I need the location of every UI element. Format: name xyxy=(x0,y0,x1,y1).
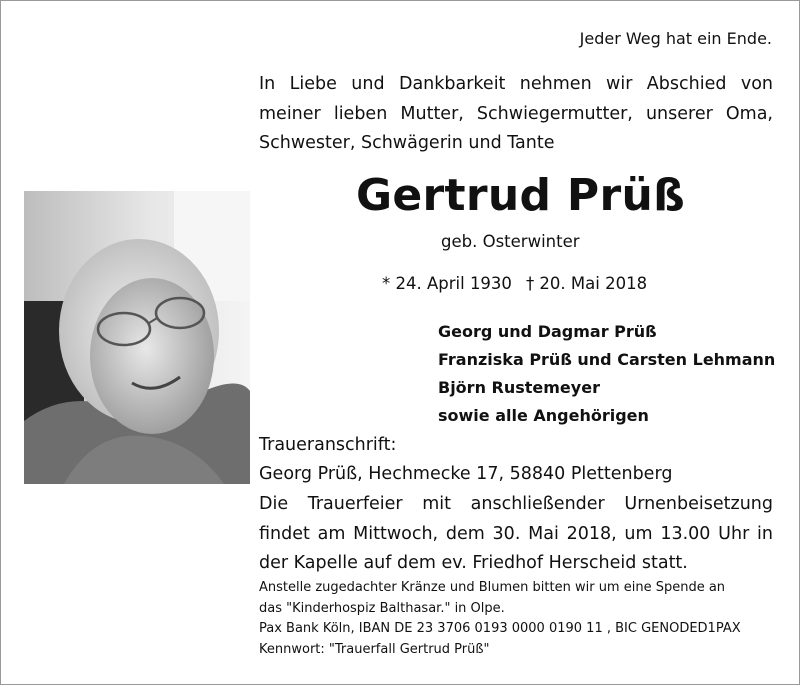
note-line: Anstelle zugedachter Kränze und Blumen bitten wir um eine Spende an xyxy=(259,580,726,595)
mourner: sowie alle Angehörigen xyxy=(438,406,649,425)
life-dates xyxy=(382,274,647,293)
mourning-address xyxy=(259,431,672,489)
intro-line: meiner lieben Mutter, Schwiegermutter, unserer Oma, xyxy=(259,103,773,124)
mourners-list xyxy=(438,318,775,430)
donation-notes xyxy=(259,578,741,660)
note-line: Pax Bank Köln, IBAN DE 23 3706 0193 0000 0190 11 , BIC GENODED1PAX xyxy=(259,621,741,636)
service-line: findet am Mittwoch, dem 30. Mai 2018, um 13.00 Uhr in xyxy=(259,523,773,544)
intro-line: In Liebe und Dankbarkeit nehmen wir Abschied von xyxy=(259,74,773,94)
motto: Jeder Weg hat ein Ende. xyxy=(579,29,772,48)
portrait-photo xyxy=(24,191,250,484)
deceased-name: Gertrud Prüß xyxy=(356,170,686,221)
death-date: † 20. Mai 2018 xyxy=(525,274,648,293)
intro-line: Schwester, Schwägerin und Tante xyxy=(259,133,555,153)
maiden-name: geb. Osterwinter xyxy=(441,232,580,251)
mourner: Björn Rustemeyer xyxy=(438,378,600,397)
service-info xyxy=(259,490,773,579)
service-line: Die Trauerfeier mit anschließender Urnenbeisetzung xyxy=(259,494,773,514)
birth-date: * 24. April 1930 xyxy=(382,274,512,293)
note-line: Kennwort: "Trauerfall Gertrud Prüß" xyxy=(259,641,490,657)
note-line: das "Kinderhospiz Balthasar." in Olpe. xyxy=(259,600,505,616)
portrait-image xyxy=(24,191,250,484)
mourner: Franziska Prüß und Carsten Lehmann xyxy=(438,350,776,369)
address-label: Traueranschrift: xyxy=(259,435,397,455)
intro-text xyxy=(259,70,773,159)
service-line: der Kapelle auf dem ev. Friedhof Herscheid statt. xyxy=(259,553,688,573)
address-value: Georg Prüß, Hechmecke 17, 58840 Plettenberg xyxy=(259,464,673,484)
mourner: Georg und Dagmar Prüß xyxy=(438,322,657,341)
